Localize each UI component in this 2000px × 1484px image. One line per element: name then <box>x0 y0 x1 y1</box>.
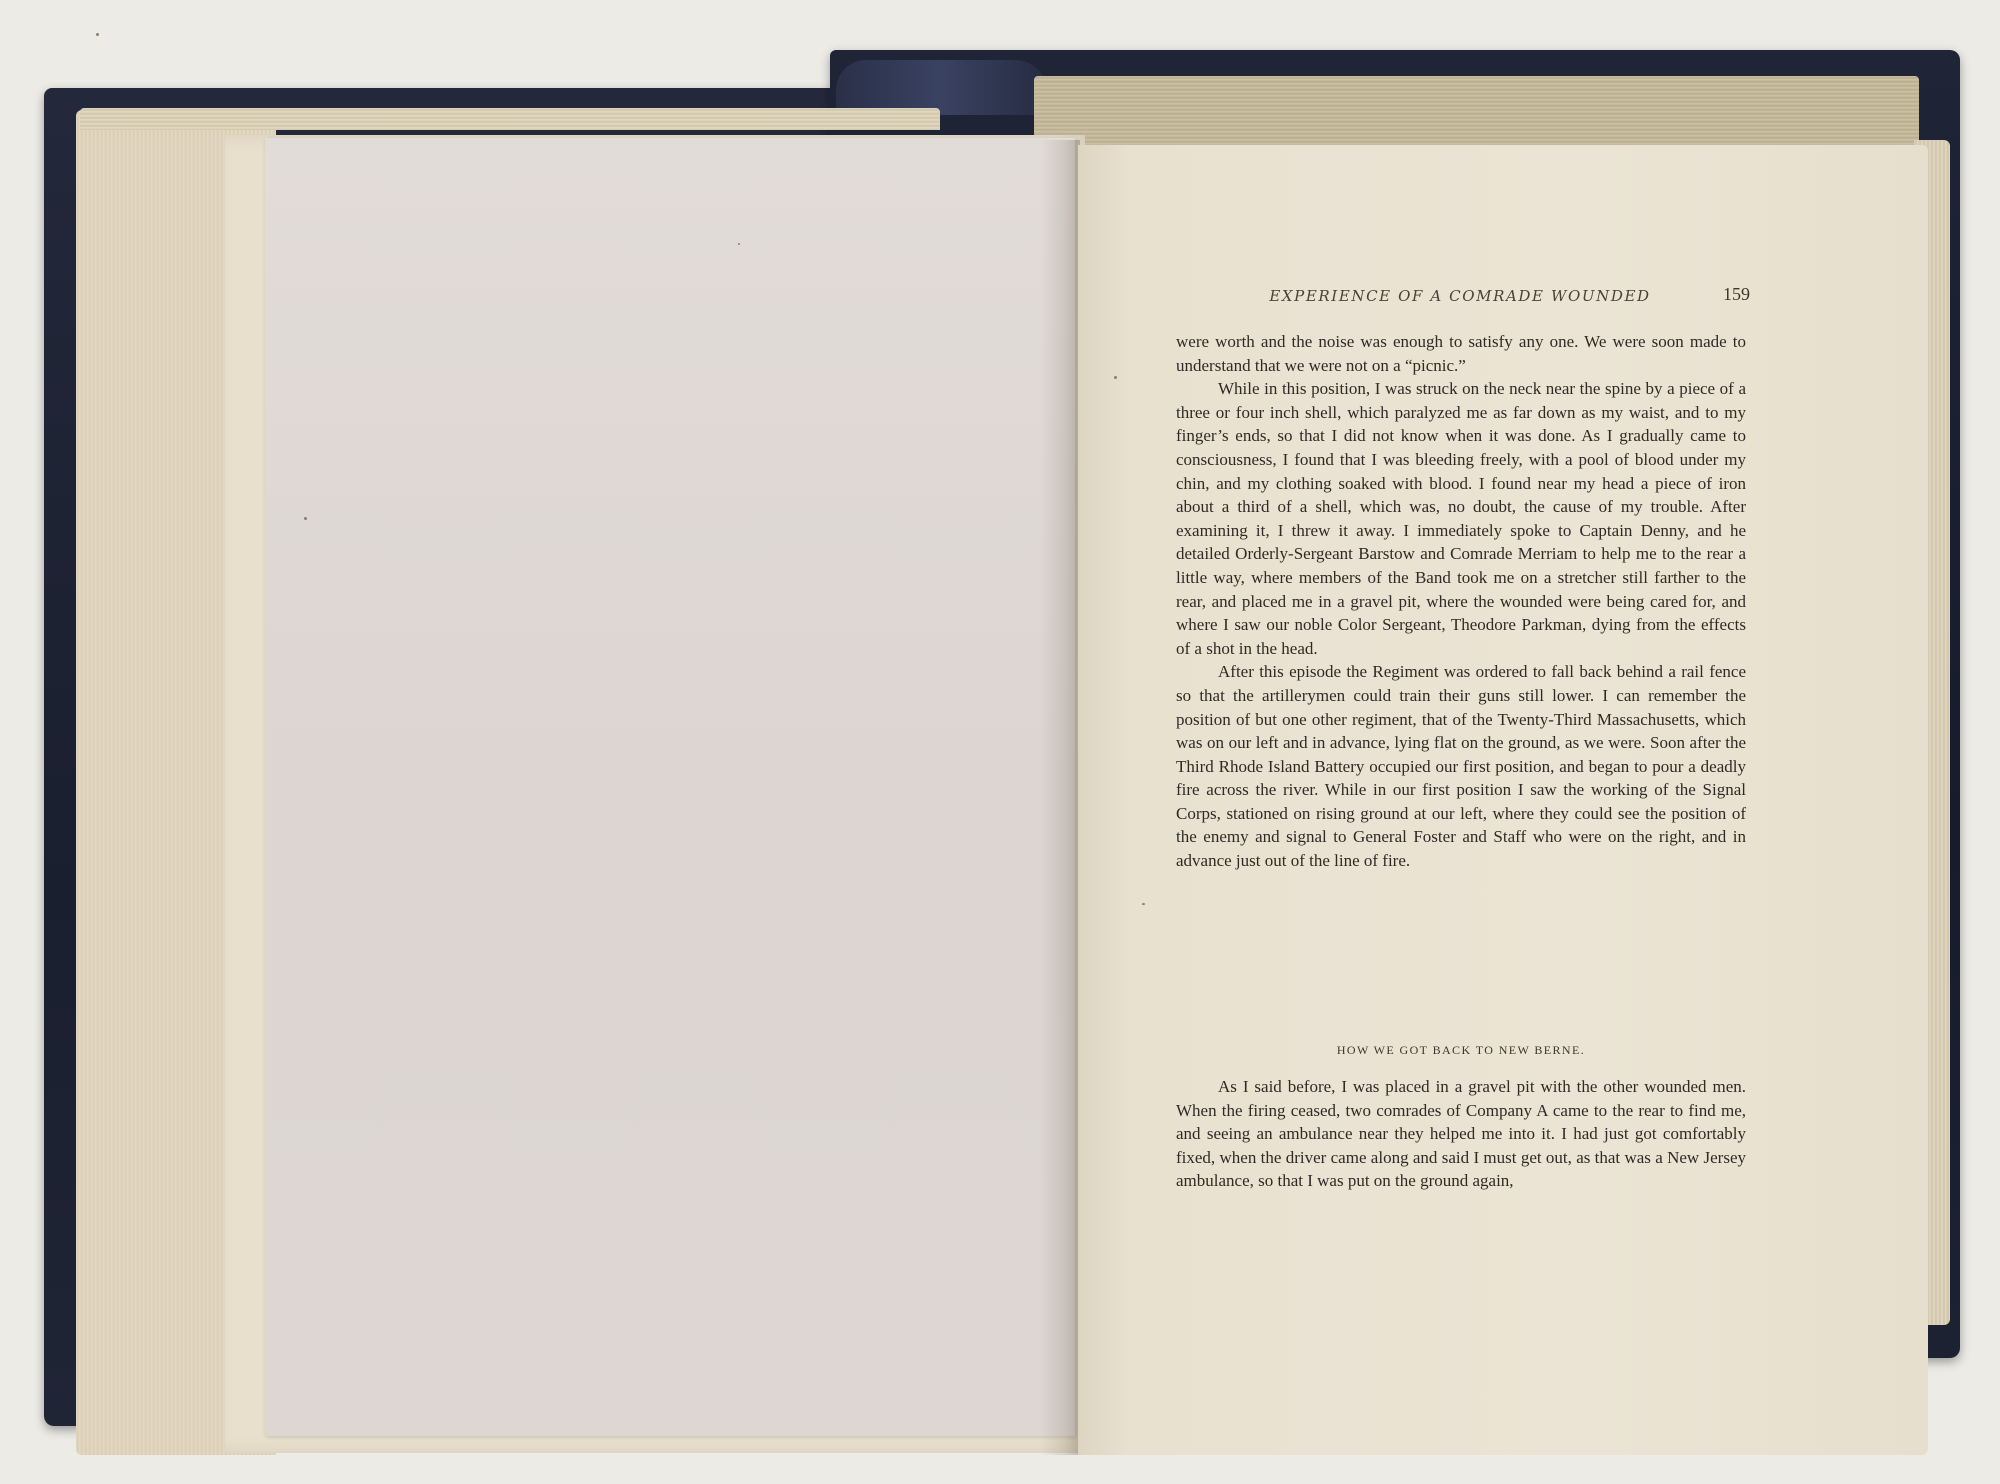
paper-speck <box>1114 376 1117 379</box>
body-text-section-2 <box>1176 1075 1746 1193</box>
book-gutter <box>1040 140 1080 1455</box>
paper-speck <box>1142 903 1145 905</box>
blank-inserted-sheet <box>265 138 1075 1436</box>
page-edges-top-right <box>1034 76 1919 148</box>
page-edges-top-left <box>80 108 940 130</box>
paragraph: As I said before, I was placed in a gravel pit with the other wounded men. When the firing ceased, two comrades of Company A came to the rear to find me, and seeing an ambulance near they helped me into it. I had just got comfortably fixed, when the driver came along and said I must get out, as that was a New Jersey ambulance, so that I was put on the ground again, <box>1176 1077 1746 1191</box>
page-number: 159 <box>1723 284 1750 304</box>
paragraph: While in this position, I was struck on the neck near the spine by a piece of a three or four inch shell, which paralyzed me as far down as my waist, and to my finger’s ends, so that I did not know when it was done. As I gradually came to consciousness, I found that I was bleeding freely, with a pool of blood under my chin, and my clothing soaked with blood. I found near my head a piece of iron about a third of a shell, which was, no doubt, the cause of my trouble. After examining it, I threw it away. I immediately spoke to Captain Denny, and he detailed Orderly-Sergeant Barstow and Comrade Merriam to help me to the rear a little way, where members of the Band took me on a stretcher still farther to the rear, and placed me in a gravel pit, where the wounded were being cared for, and where I saw our noble Color Sergeant, Theodore Parkman, dying from the effects of a shot in the head. <box>1176 379 1746 658</box>
paragraph: were worth and the noise was enough to satisfy any one. We were soon made to understand that we were not on a “picnic.” <box>1176 332 1746 375</box>
paper-speck <box>304 517 307 520</box>
running-head: EXPERIENCE OF A COMRADE WOUNDED <box>1269 287 1651 305</box>
book-spine <box>836 60 1046 115</box>
body-text-section-1 <box>1176 330 1746 873</box>
section-heading: HOW WE GOT BACK TO NEW BERNE. <box>1336 1043 1586 1057</box>
paragraph: After this episode the Regiment was ordered to fall back behind a rail fence so that the artillerymen could train their guns still lower. I can remember the position of but one other regiment, that of the Twenty-Third Massachusetts, which was on our left and in advance, lying flat on the ground, as we were. Soon after the Third Rhode Island Battery occupied our first position, and began to pour a deadly fire across the river. While in our first position I saw the working of the Signal Corps, stationed on rising ground at our left, where they could see the position of the enemy and signal to General Foster and Staff who were on the right, and in advance just out of the line of fire. <box>1176 662 1746 871</box>
paper-speck <box>738 243 740 245</box>
paper-speck <box>96 33 99 36</box>
